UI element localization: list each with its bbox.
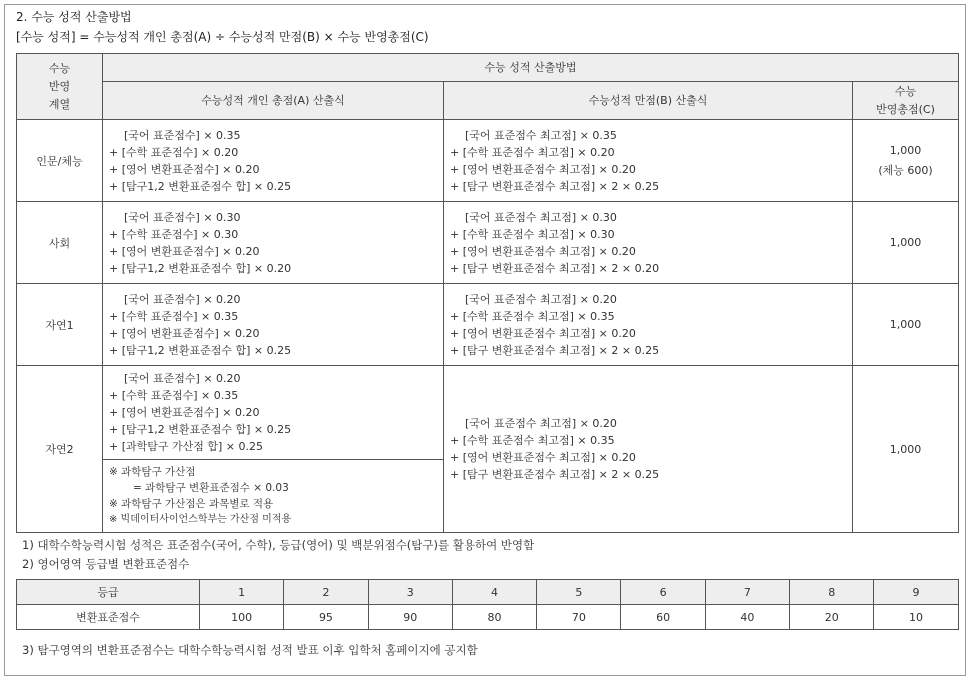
track-label: 자연1 xyxy=(17,284,103,366)
grade-cell: 1 xyxy=(200,580,284,605)
weight-total: 1,000 xyxy=(853,202,959,284)
track-label: 인문/체능 xyxy=(17,120,103,202)
score-label: 변환표준점수 xyxy=(17,605,200,630)
track-label: 자연2 xyxy=(17,366,103,533)
grade-cell: 7 xyxy=(705,580,789,605)
footnote-1: 1) 대학수학능력시험 성적은 표준점수(국어, 수학), 등급(영어) 및 백분위점수(탐구)를 활용하여 반영함 xyxy=(22,538,535,552)
section-heading: 2. 수능 성적 산출방법 xyxy=(16,10,132,24)
bonus-note: ※ 과학탐구 가산점 = 과학탐구 변환표준점수 × 0.03 ※ 과학탐구 가산점은 과목별로 적용 ※ 빅데이터사이언스학부는 가산점 미적용 xyxy=(103,460,444,533)
formula-a: [국어 표준점수] × 0.20 + [수학 표준점수] × 0.35 + [영어 변환표준점수] × 0.20 + [탐구1,2 변환표준점수 합] × 0.25 + [과학탐구 가산점 합] × 0.25 xyxy=(103,366,444,460)
weight-total: 1,000 xyxy=(853,284,959,366)
header-method: 수능 성적 산출방법 xyxy=(103,54,959,82)
header-track: 수능 반영 계열 xyxy=(17,54,103,120)
grade-cell: 5 xyxy=(537,580,621,605)
formula-a: [국어 표준점수] × 0.20 + [수학 표준점수] × 0.35 + [영어 변환표준점수] × 0.20 + [탐구1,2 변환표준점수 합] × 0.25 xyxy=(103,284,444,366)
formula-b: [국어 표준점수 최고점] × 0.20 + [수학 표준점수 최고점] × 0.35 + [영어 변환표준점수 최고점] × 0.20 + [탐구 변환표준점수 최고점] × 2 × 0.25 xyxy=(444,366,853,533)
score-row xyxy=(17,605,959,630)
formula-b: [국어 표준점수 최고점] × 0.30 + [수학 표준점수 최고점] × 0.30 + [영어 변환표준점수 최고점] × 0.20 + [탐구 변환표준점수 최고점] × 2 × 0.20 xyxy=(444,202,853,284)
table-row xyxy=(17,202,959,284)
table-row xyxy=(17,284,959,366)
weight-total: 1,000 (체능 600) xyxy=(853,120,959,202)
score-cell: 100 xyxy=(200,605,284,630)
grade-header-row xyxy=(17,580,959,605)
score-cell: 95 xyxy=(284,605,368,630)
weight-total: 1,000 xyxy=(853,366,959,533)
formula-b: [국어 표준점수 최고점] × 0.35 + [수학 표준점수 최고점] × 0.20 + [영어 변환표준점수 최고점] × 0.20 + [탐구 변환표준점수 최고점] × 2 × 0.25 xyxy=(444,120,853,202)
footnote-2: 2) 영어영역 등급별 변환표준점수 xyxy=(22,557,190,571)
english-grade-table xyxy=(16,579,959,630)
footnote-3: 3) 탐구영역의 변환표준점수는 대학수학능력시험 성적 발표 이후 입학처 홈페이지에 공지함 xyxy=(22,643,478,657)
formula-a: [국어 표준점수] × 0.30 + [수학 표준점수] × 0.30 + [영어 변환표준점수] × 0.20 + [탐구1,2 변환표준점수 합] × 0.20 xyxy=(103,202,444,284)
grade-cell: 3 xyxy=(368,580,452,605)
calculation-table xyxy=(16,53,959,533)
grade-label: 등급 xyxy=(17,580,200,605)
grade-cell: 8 xyxy=(790,580,874,605)
track-label: 사회 xyxy=(17,202,103,284)
grade-cell: 2 xyxy=(284,580,368,605)
score-cell: 20 xyxy=(790,605,874,630)
header-max-b: 수능성적 만점(B) 산출식 xyxy=(444,82,853,120)
grade-cell: 6 xyxy=(621,580,705,605)
grade-cell: 4 xyxy=(452,580,536,605)
grade-cell: 9 xyxy=(874,580,958,605)
score-formula: [수능 성적] = 수능성적 개인 총점(A) ÷ 수능성적 만점(B) × 수능 반영총점(C) xyxy=(16,30,429,44)
score-cell: 80 xyxy=(452,605,536,630)
score-cell: 40 xyxy=(705,605,789,630)
score-cell: 90 xyxy=(368,605,452,630)
table-row xyxy=(17,366,959,460)
header-weight-c: 수능 반영총점(C) xyxy=(853,82,959,120)
formula-a: [국어 표준점수] × 0.35 + [수학 표준점수] × 0.20 + [영어 변환표준점수] × 0.20 + [탐구1,2 변환표준점수 합] × 0.25 xyxy=(103,120,444,202)
score-cell: 60 xyxy=(621,605,705,630)
table-row xyxy=(17,120,959,202)
header-total-a: 수능성적 개인 총점(A) 산출식 xyxy=(103,82,444,120)
score-cell: 10 xyxy=(874,605,958,630)
formula-b: [국어 표준점수 최고점] × 0.20 + [수학 표준점수 최고점] × 0.35 + [영어 변환표준점수 최고점] × 0.20 + [탐구 변환표준점수 최고점] × 2 × 0.25 xyxy=(444,284,853,366)
score-cell: 70 xyxy=(537,605,621,630)
